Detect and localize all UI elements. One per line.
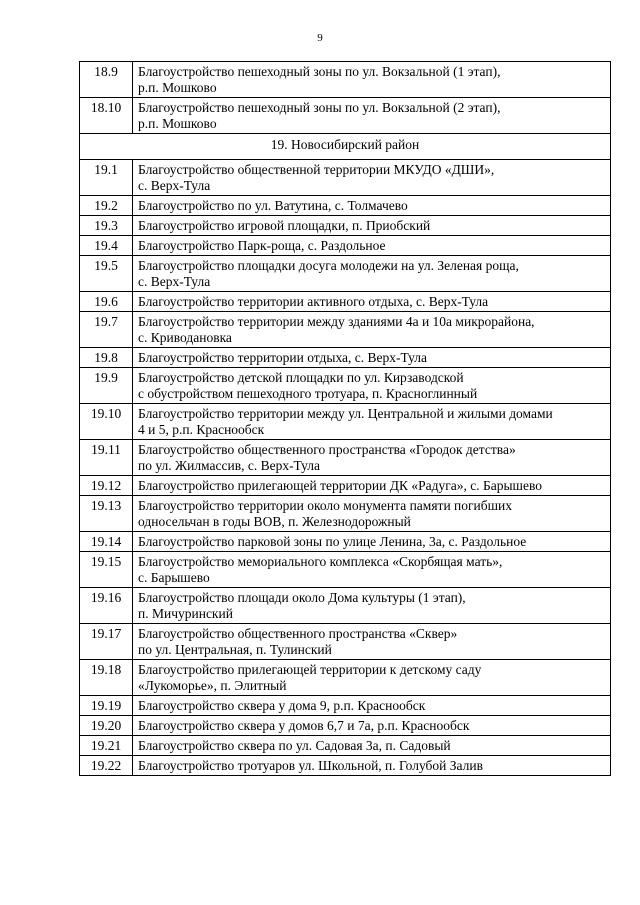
table-row [80, 98, 611, 134]
description-line: Благоустройство прилегающей территории ДК «Радуга», с. Барышево [138, 478, 542, 493]
description-line: Благоустройство игровой площадки, п. Приобский [138, 218, 431, 233]
description-line: р.п. Мошково [138, 116, 217, 131]
item-description [133, 368, 611, 404]
item-number: 19.16 [80, 588, 133, 624]
table-row [80, 236, 611, 256]
table-row [80, 552, 611, 588]
description-line: Благоустройство по ул. Ватутина, с. Толмачево [138, 198, 408, 213]
item-number: 19.18 [80, 660, 133, 696]
projects-table [79, 61, 611, 776]
description-line: Благоустройство сквера по ул. Садовая 3а, п. Садовый [138, 738, 451, 753]
item-description [133, 196, 611, 216]
table-row [80, 496, 611, 532]
table-row [80, 216, 611, 236]
item-description [133, 736, 611, 756]
table-row [80, 312, 611, 348]
item-description [133, 476, 611, 496]
description-line: Благоустройство общественного пространства «Городок детства» [138, 442, 516, 457]
description-line: Благоустройство пешеходный зоны по ул. Вокзальной (1 этап), [138, 64, 501, 79]
item-description [133, 404, 611, 440]
item-number: 19.15 [80, 552, 133, 588]
description-line: Благоустройство сквера у дома 9, р.п. Краснообск [138, 698, 426, 713]
table-row [80, 660, 611, 696]
description-line: Благоустройство прилегающей территории к детскому саду [138, 662, 482, 677]
table-row [80, 588, 611, 624]
table-row [80, 404, 611, 440]
item-number: 19.7 [80, 312, 133, 348]
description-line: Благоустройство тротуаров ул. Школьной, п. Голубой Залив [138, 758, 483, 773]
description-line: Благоустройство территории между ул. Центральной и жилыми домами [138, 406, 553, 421]
item-number: 19.6 [80, 292, 133, 312]
description-line: Благоустройство детской площадки по ул. Кирзаводской [138, 370, 464, 385]
table-row [80, 532, 611, 552]
item-number: 19.2 [80, 196, 133, 216]
table-row [80, 292, 611, 312]
item-number: 19.10 [80, 404, 133, 440]
item-number: 18.10 [80, 98, 133, 134]
item-description [133, 312, 611, 348]
item-number: 19.12 [80, 476, 133, 496]
description-line: Благоустройство общественного пространства «Сквер» [138, 626, 458, 641]
item-description [133, 552, 611, 588]
item-number: 19.3 [80, 216, 133, 236]
item-description [133, 62, 611, 98]
table-row [80, 160, 611, 196]
section-row [80, 134, 611, 160]
table-row [80, 440, 611, 476]
page-number: 9 [317, 32, 323, 44]
item-description [133, 98, 611, 134]
description-line: р.п. Мошково [138, 80, 217, 95]
description-line: Благоустройство мемориального комплекса «Скорбящая мать», [138, 554, 503, 569]
item-number: 19.21 [80, 736, 133, 756]
table-row [80, 736, 611, 756]
item-description [133, 588, 611, 624]
description-line: с. Барышево [138, 570, 210, 585]
item-number: 19.17 [80, 624, 133, 660]
item-description [133, 216, 611, 236]
item-number: 19.4 [80, 236, 133, 256]
description-line: с. Криводановка [138, 330, 232, 345]
item-description [133, 236, 611, 256]
description-line: Благоустройство сквера у домов 6,7 и 7а, р.п. Краснообск [138, 718, 470, 733]
item-description [133, 660, 611, 696]
item-description [133, 292, 611, 312]
item-description [133, 348, 611, 368]
item-number: 19.13 [80, 496, 133, 532]
description-line: односельчан в годы ВОВ, п. Железнодорожный [138, 514, 411, 529]
item-number: 19.19 [80, 696, 133, 716]
item-number: 19.22 [80, 756, 133, 776]
table-row [80, 716, 611, 736]
table-row [80, 62, 611, 98]
description-line: с обустройством пешеходного тротуара, п. Красноглинный [138, 386, 478, 401]
description-line: Благоустройство парковой зоны по улице Ленина, 3а, с. Раздольное [138, 534, 527, 549]
description-line: по ул. Жилмассив, с. Верх-Тула [138, 458, 321, 473]
description-line: Благоустройство Парк-роща, с. Раздольное [138, 238, 386, 253]
item-number: 19.1 [80, 160, 133, 196]
item-number: 19.14 [80, 532, 133, 552]
table-row [80, 368, 611, 404]
description-line: «Лукоморье», п. Элитный [138, 678, 287, 693]
item-description [133, 256, 611, 292]
description-line: по ул. Центральная, п. Тулинский [138, 642, 332, 657]
table-row [80, 476, 611, 496]
description-line: Благоустройство территории активного отдыха, с. Верх-Тула [138, 294, 489, 309]
table-row [80, 196, 611, 216]
description-line: Благоустройство площадки досуга молодежи на ул. Зеленая роща, [138, 258, 519, 273]
item-description [133, 716, 611, 736]
item-number: 19.5 [80, 256, 133, 292]
description-line: Благоустройство территории около монумента памяти погибших [138, 498, 513, 513]
item-description [133, 696, 611, 716]
item-description [133, 624, 611, 660]
description-line: Благоустройство территории между зданиями 4а и 10а микрорайона, [138, 314, 535, 329]
item-number: 19.9 [80, 368, 133, 404]
item-number: 19.20 [80, 716, 133, 736]
item-number: 18.9 [80, 62, 133, 98]
table-row [80, 256, 611, 292]
item-description [133, 160, 611, 196]
item-number: 19.11 [80, 440, 133, 476]
item-number: 19.8 [80, 348, 133, 368]
table-row [80, 348, 611, 368]
item-description [133, 532, 611, 552]
table-row [80, 696, 611, 716]
table-row [80, 624, 611, 660]
description-line: Благоустройство площади около Дома культуры (1 этап), [138, 590, 466, 605]
description-line: с. Верх-Тула [138, 274, 211, 289]
description-line: Благоустройство общественной территории МКУДО «ДШИ», [138, 162, 495, 177]
table-row [80, 756, 611, 776]
description-line: Благоустройство пешеходный зоны по ул. Вокзальной (2 этап), [138, 100, 501, 115]
description-line: п. Мичуринский [138, 606, 233, 621]
description-line: Благоустройство территории отдыха, с. Верх-Тула [138, 350, 427, 365]
section-heading: 19. Новосибирский район [80, 134, 611, 160]
item-description [133, 496, 611, 532]
description-line: 4 и 5, р.п. Краснообск [138, 422, 265, 437]
item-description [133, 756, 611, 776]
description-line: с. Верх-Тула [138, 178, 211, 193]
table-body [80, 62, 611, 776]
item-description [133, 440, 611, 476]
